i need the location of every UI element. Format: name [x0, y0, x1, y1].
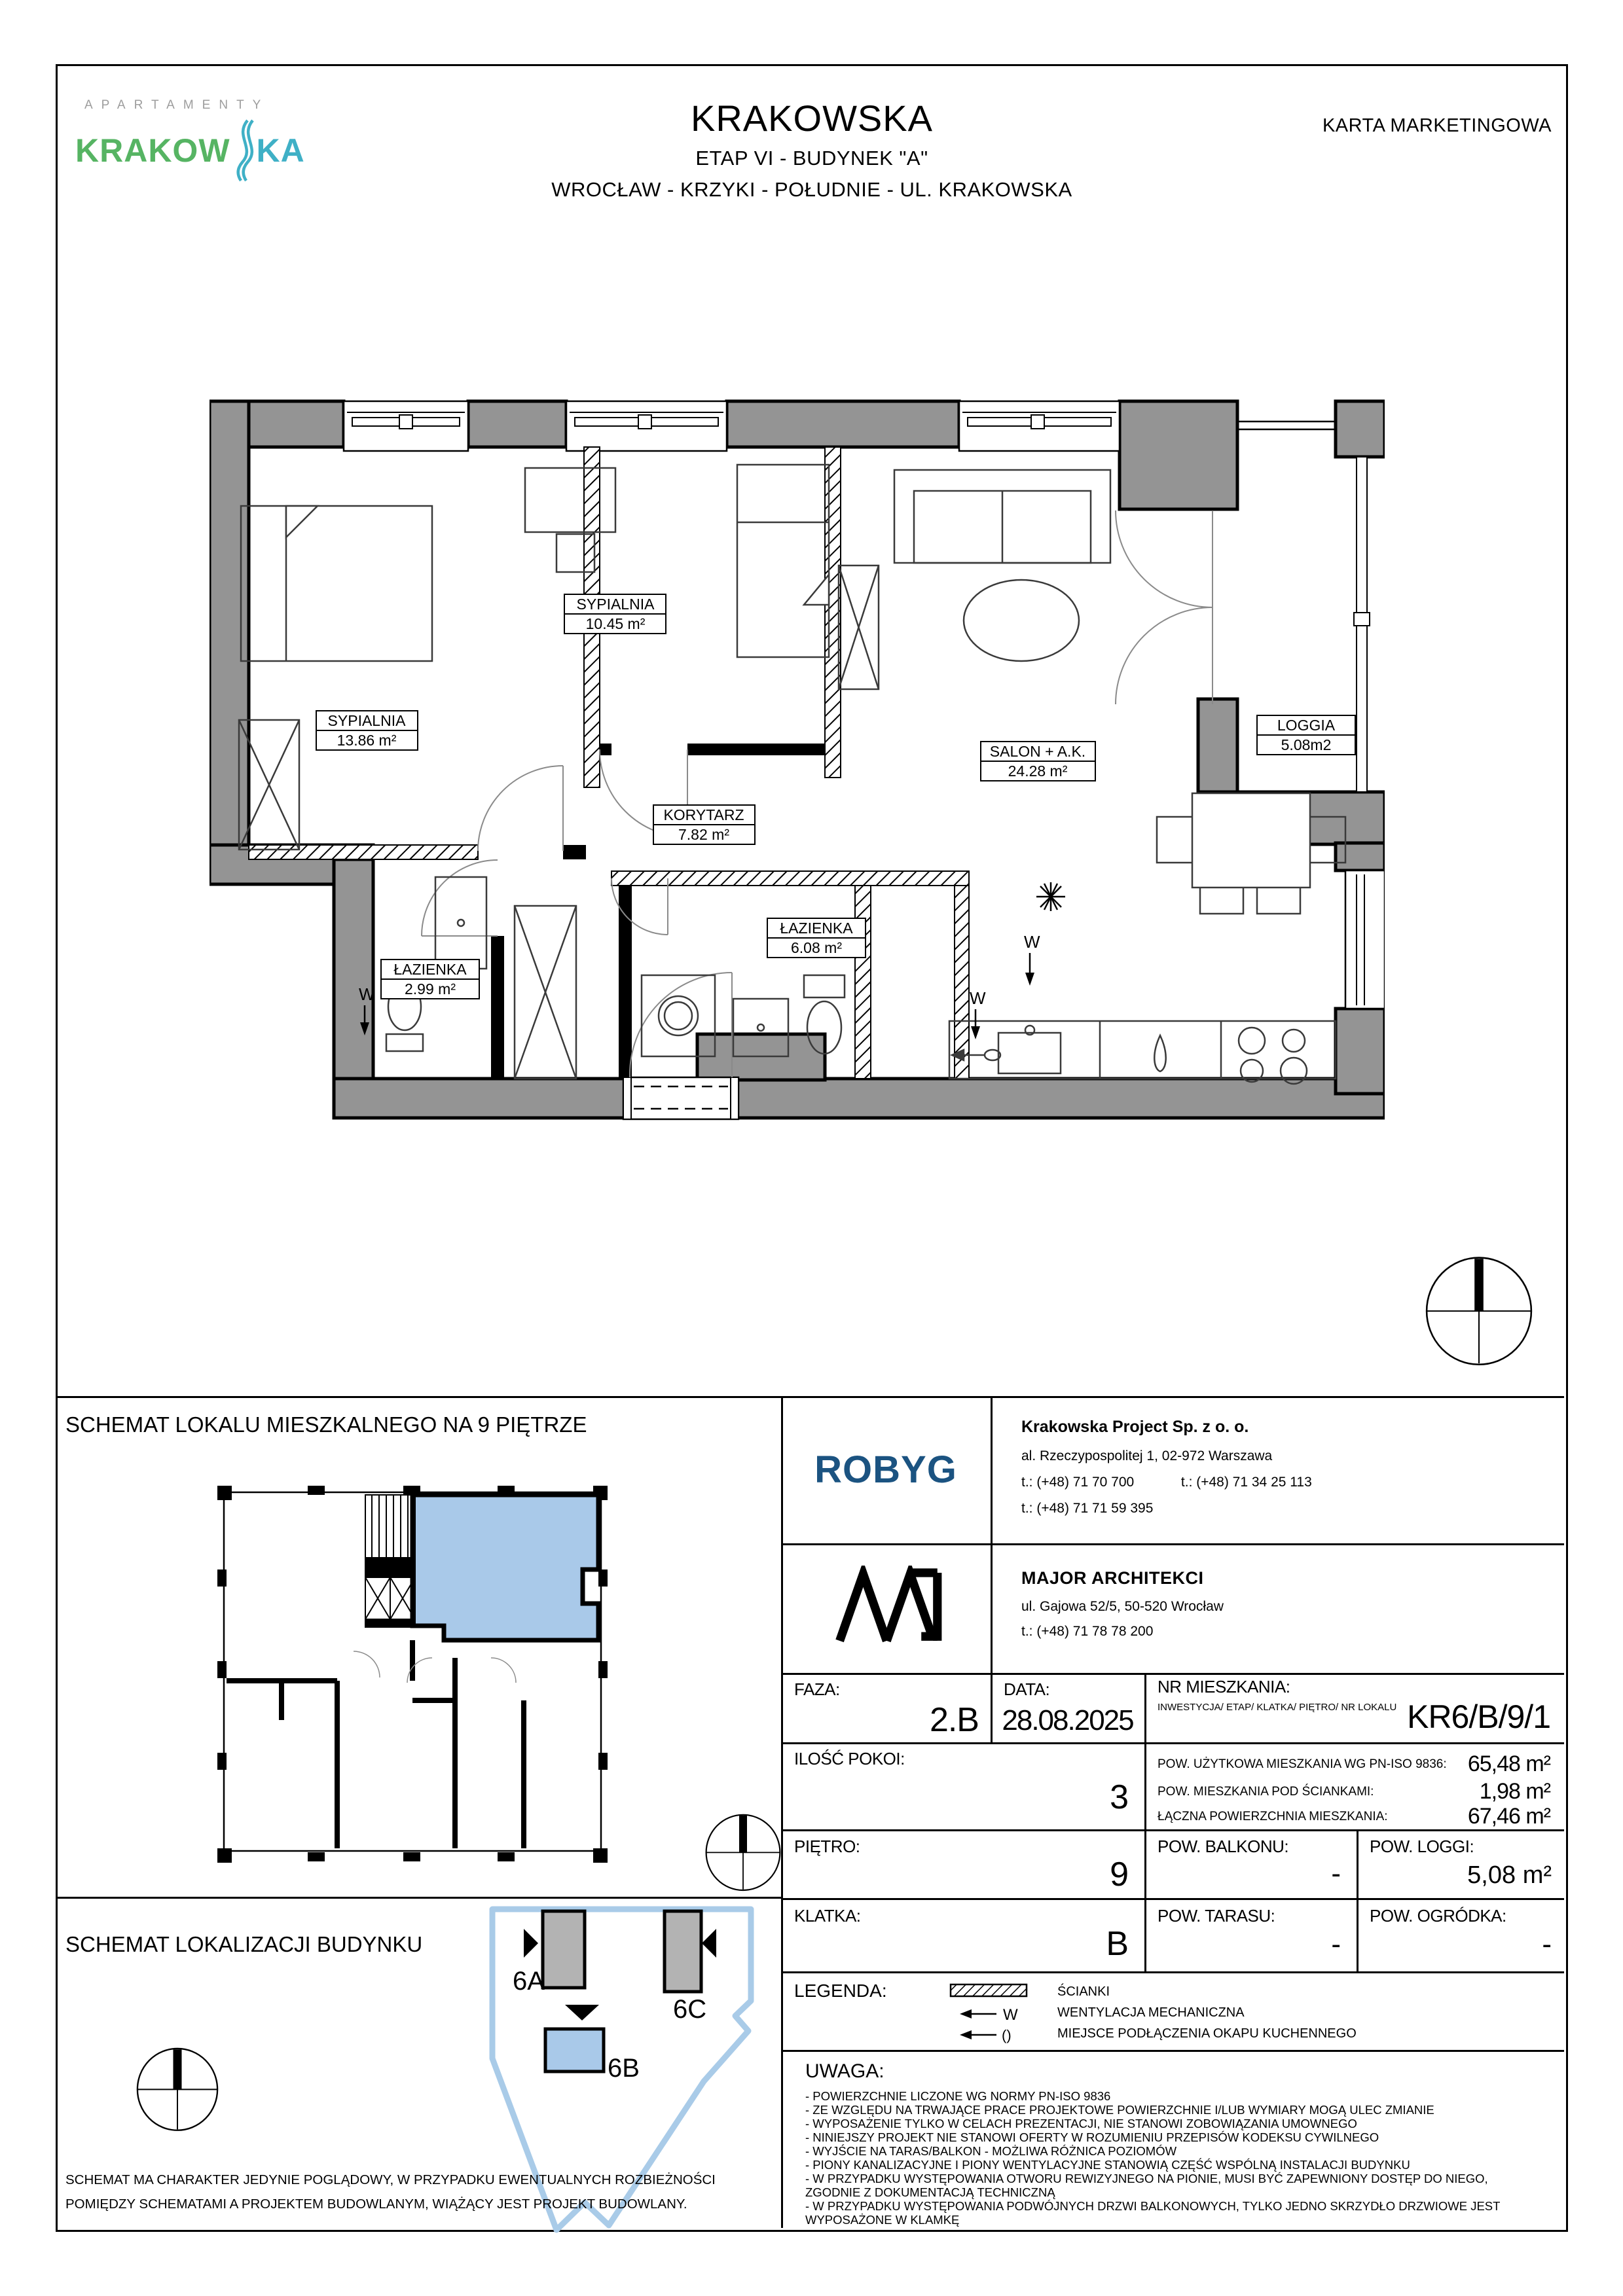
disclaimer-line-1: SCHEMAT MA CHARAKTER JEDYNIE POGLĄDOWY, W PRZYPADKU EWENTUALNYCH ROZBIEŻNOŚCI — [65, 2172, 716, 2187]
schematic-disclaimer — [65, 2168, 773, 2216]
developer-name: Krakowska Project Sp. z o. o. — [1021, 1418, 1249, 1436]
data-value: 28.08.2025 — [1002, 1704, 1133, 1736]
room-label-sypialnia-2 — [564, 594, 666, 634]
svg-text:2.99 m²: 2.99 m² — [405, 980, 456, 997]
room-label-loggia — [1257, 715, 1355, 755]
highlighted-unit — [412, 1495, 598, 1640]
legend-label: LEGENDA: — [794, 1981, 887, 2001]
area-walls-label: POW. MIESZKANIA POD ŚCIANKAMI: — [1158, 1784, 1374, 1799]
room-label-sypialnia-1 — [316, 711, 418, 750]
uwaga-note: - POWIERZCHNIE LICZONE WG NORMY PN-ISO 9836 — [805, 2089, 1111, 2103]
page-subtitle-1: ETAP VI - BUDYNEK "A" — [695, 147, 928, 170]
ogrodek-label: POW. OGRÓDKA: — [1370, 1906, 1506, 1926]
faza-label: FAZA: — [794, 1679, 840, 1699]
building-6a — [543, 1911, 585, 1988]
svg-text:ŁAZIENKA: ŁAZIENKA — [393, 961, 467, 978]
uwaga-note: - W PRZYPADKU WYSTĘPOWANIA PODWÓJNYCH DRZWI BALKONOWYCH, TYLKO JEDNO SKRZYDŁO DRZWIOWE JEST WYPOSAŻONE W KLAMKĘ — [805, 2199, 1501, 2227]
apartamenty-krakowska-logo — [75, 98, 442, 216]
nr-value: KR6/B/9/1 — [1407, 1698, 1550, 1735]
nr-label: NR MIESZKANIA: — [1158, 1677, 1290, 1696]
balkon-value: - — [1331, 1857, 1341, 1890]
uwaga-note: - WYPOSAŻENIE TYLKO W CELACH PREZENTACJI, NIE STANOWI ZOBOWIĄZANIA UMOWNEGO — [805, 2117, 1357, 2130]
developer-phones — [1021, 1475, 1545, 1490]
area-row — [1158, 1779, 1550, 1804]
room-label-lazienka-2 — [381, 960, 479, 999]
floor-schematic-drawing — [216, 1484, 609, 1864]
developer-address: al. Rzeczypospolitej 1, 02-972 Warszawa — [1021, 1448, 1273, 1463]
room-label-korytarz — [653, 805, 755, 844]
svg-text:13.86 m²: 13.86 m² — [337, 732, 397, 749]
arrow-left-icon — [702, 1929, 716, 1958]
location-schematic-title: SCHEMAT LOKALIZACJI BUDYNKU — [65, 1932, 423, 1956]
svg-text:7.82 m²: 7.82 m² — [678, 826, 729, 843]
core — [365, 1495, 415, 1627]
uwaga-note: - WYJŚCIE NA TARAS/BALKON - MOŻLIWA RÓŻNICA POZIOMÓW — [805, 2144, 1177, 2158]
architect-phone: t.: (+48) 71 78 78 200 — [1021, 1624, 1154, 1639]
building-6b-label: 6B — [608, 2054, 640, 2083]
kitchen-counter-icon — [949, 1021, 1336, 1084]
svg-text:KORYTARZ: KORYTARZ — [663, 806, 744, 823]
coffee-table-icon — [964, 580, 1079, 661]
taras-label: POW. TARASU: — [1158, 1906, 1275, 1926]
window-livingroom-icon — [959, 401, 1120, 451]
page-title: KRAKOWSKA — [691, 98, 933, 139]
window-east-icon — [1345, 870, 1385, 1009]
window-bedroom1-icon — [344, 401, 468, 451]
logo-brand-right: KA — [256, 132, 305, 169]
rooms-count-value: 3 — [1110, 1778, 1128, 1816]
svg-text:W: W — [970, 988, 986, 1008]
area-walls-value: 1,98 m² — [1479, 1779, 1550, 1804]
vent-symbol-2 — [970, 988, 986, 1039]
building-6a-label: 6A — [513, 1967, 545, 1996]
svg-text:24.28 m²: 24.28 m² — [1008, 762, 1068, 780]
svg-text:ŁAZIENKA: ŁAZIENKA — [780, 920, 853, 937]
svg-text:SYPIALNIA: SYPIALNIA — [576, 596, 655, 613]
loggia-area-label: POW. LOGGI: — [1370, 1837, 1474, 1856]
hatch-swatch-icon — [949, 1982, 1028, 1999]
bed2-icon — [737, 465, 829, 657]
sink-cabinet-icon — [435, 877, 486, 969]
sofa-icon — [894, 470, 1110, 563]
svg-text:SALON + A.K.: SALON + A.K. — [989, 743, 1086, 760]
svg-text:W: W — [1024, 932, 1040, 952]
disclaimer-line-2: POMIĘDZY SCHEMATAMI A PROJEKTEM BUDOWLANYM, WIĄŻĄCY JEST PROJEKT BUDOWLANY. — [65, 2197, 687, 2212]
outer-walls — [210, 401, 1385, 1118]
area-usable-label: POW. UŻYTKOWA MIESZKANIA WG PN-ISO 9836: — [1158, 1757, 1447, 1771]
entry-door — [623, 1077, 739, 1119]
uwaga-note: - ZE WZGLĘDU NA TRWAJĄCE PRACE PROJEKTOWE POWIERZCHNIE I/LUB WYMIARY MOGĄ ULEC ZMIANIE — [805, 2103, 1434, 2117]
arrow-down-icon — [565, 2005, 599, 2020]
svg-text:5.08m2: 5.08m2 — [1281, 736, 1332, 753]
faza-value: 2.B — [929, 1701, 979, 1739]
architect-info — [1021, 1568, 1545, 1640]
developer-phone-3: t.: (+48) 71 71 59 395 — [1021, 1501, 1154, 1516]
okap-asterisk-icon — [1036, 882, 1065, 911]
desk-icon — [525, 468, 615, 572]
wave-s-icon — [232, 119, 255, 182]
uwaga-note: - PIONY KANALIZACYJNE I PIONY WENTYLACYJNE STANOWIĄ CZĘŚĆ WSPÓLNĄ INSTALACJI BUDYNKU — [805, 2158, 1410, 2172]
uwaga-note: - W PRZYPADKU WYSTĘPOWANIA OTWORU REWIZYJNEGO NA PIONIE, MUSI BYĆ ZAPEWNIONY DOSTĘP DO NIEGO, ZGODNIE Z DOKUMENTACJĄ TECHNICZNĄ — [805, 2172, 1488, 2199]
loggia-area-value: 5,08 m² — [1467, 1861, 1552, 1889]
area-usable-value: 65,48 m² — [1467, 1751, 1550, 1776]
legend-okap-text: MIEJSCE PODŁĄCZENIA OKAPU KUCHENNEGO — [1057, 2026, 1357, 2041]
taras-value: - — [1331, 1928, 1341, 1960]
architect-address: ul. Gajowa 52/5, 50-520 Wrocław — [1021, 1599, 1224, 1614]
page-subtitle-2: WROCŁAW - KRZYKI - POŁUDNIE - UL. KRAKOWSKA — [551, 178, 1072, 201]
apartment-floor-plan — [210, 385, 1385, 1121]
wardrobe2-icon — [839, 565, 879, 689]
balkon-label: POW. BALKONU: — [1158, 1837, 1289, 1856]
robyg-logo: ROBYG — [814, 1448, 957, 1491]
building-6c — [665, 1911, 701, 1992]
svg-text:W: W — [359, 984, 375, 1004]
closet-icon — [515, 906, 576, 1079]
bed-icon — [241, 506, 432, 661]
uwaga-label: UWAGA: — [805, 2060, 884, 2082]
room-label-salon — [981, 742, 1095, 781]
building-6c-label: 6C — [673, 1995, 707, 2024]
uwaga-notes — [805, 2089, 1545, 2227]
arrow-right-icon — [524, 1929, 538, 1958]
okap-arrow-icon — [957, 2025, 1029, 2045]
legend-wentylacja-text: WENTYLACJA MECHANICZNA — [1057, 2005, 1245, 2020]
klatka-value: B — [1106, 1925, 1128, 1963]
area-total-value: 67,46 m² — [1467, 1804, 1550, 1829]
vent-arrow-icon — [957, 2004, 1029, 2024]
ogrodek-value: - — [1542, 1928, 1552, 1960]
compass-small-icon — [704, 1812, 782, 1894]
uwaga-note: - NINIEJSZY PROJEKT NIE STANOWI OFERTY W ROZUMIENIU PRZEPISÓW KODEKSU CYWILNEGO — [805, 2130, 1379, 2144]
developer-info — [1021, 1418, 1545, 1516]
logo-top-text: APARTAMENTY — [84, 98, 270, 112]
doc-type-label: KARTA MARKETINGOWA — [1322, 115, 1552, 136]
compass-icon — [1423, 1255, 1535, 1368]
svg-text:SYPIALNIA: SYPIALNIA — [327, 712, 406, 729]
data-label: DATA: — [1004, 1679, 1050, 1699]
klatka-label: KLATKA: — [794, 1906, 861, 1926]
pietro-label: PIĘTRO: — [794, 1837, 860, 1856]
svg-text:LOGGIA: LOGGIA — [1277, 717, 1336, 734]
area-row — [1158, 1804, 1550, 1829]
legend-scianki-text: ŚCIANKI — [1057, 1984, 1110, 1999]
rooms-count-label: ILOŚĆ POKOI: — [794, 1749, 905, 1768]
window-bedroom2-icon — [566, 401, 727, 451]
ma-logo-icon — [835, 1566, 946, 1647]
developer-phone-1: t.: (+48) 71 70 700 — [1021, 1475, 1135, 1490]
nr-sublabel: INWESTYCJA/ ETAP/ KLATKA/ PIĘTRO/ NR LOKALU — [1158, 1702, 1397, 1713]
area-total-label: ŁĄCZNA POWIERZCHNIA MIESZKANIA: — [1158, 1809, 1388, 1823]
svg-text:W: W — [1003, 2006, 1018, 2024]
svg-text:6.08 m²: 6.08 m² — [791, 939, 842, 956]
vent-symbol-1 — [1024, 932, 1040, 986]
room-label-lazienka-1 — [767, 918, 866, 958]
building-6b-highlighted — [545, 2029, 604, 2072]
pietro-value: 9 — [1110, 1856, 1128, 1893]
logo-brand-left: KRAKOW — [75, 132, 230, 169]
svg-text:(): () — [1002, 2027, 1012, 2043]
developer-phone-2: t.: (+48) 71 34 25 113 — [1180, 1475, 1312, 1490]
compass-location-icon — [135, 2045, 220, 2134]
floor-schematic-title: SCHEMAT LOKALU MIESZKALNEGO NA 9 PIĘTRZE — [65, 1412, 587, 1437]
area-row — [1158, 1751, 1550, 1777]
svg-text:10.45 m²: 10.45 m² — [585, 615, 646, 632]
architect-name: MAJOR ARCHITEKCI — [1021, 1568, 1204, 1588]
